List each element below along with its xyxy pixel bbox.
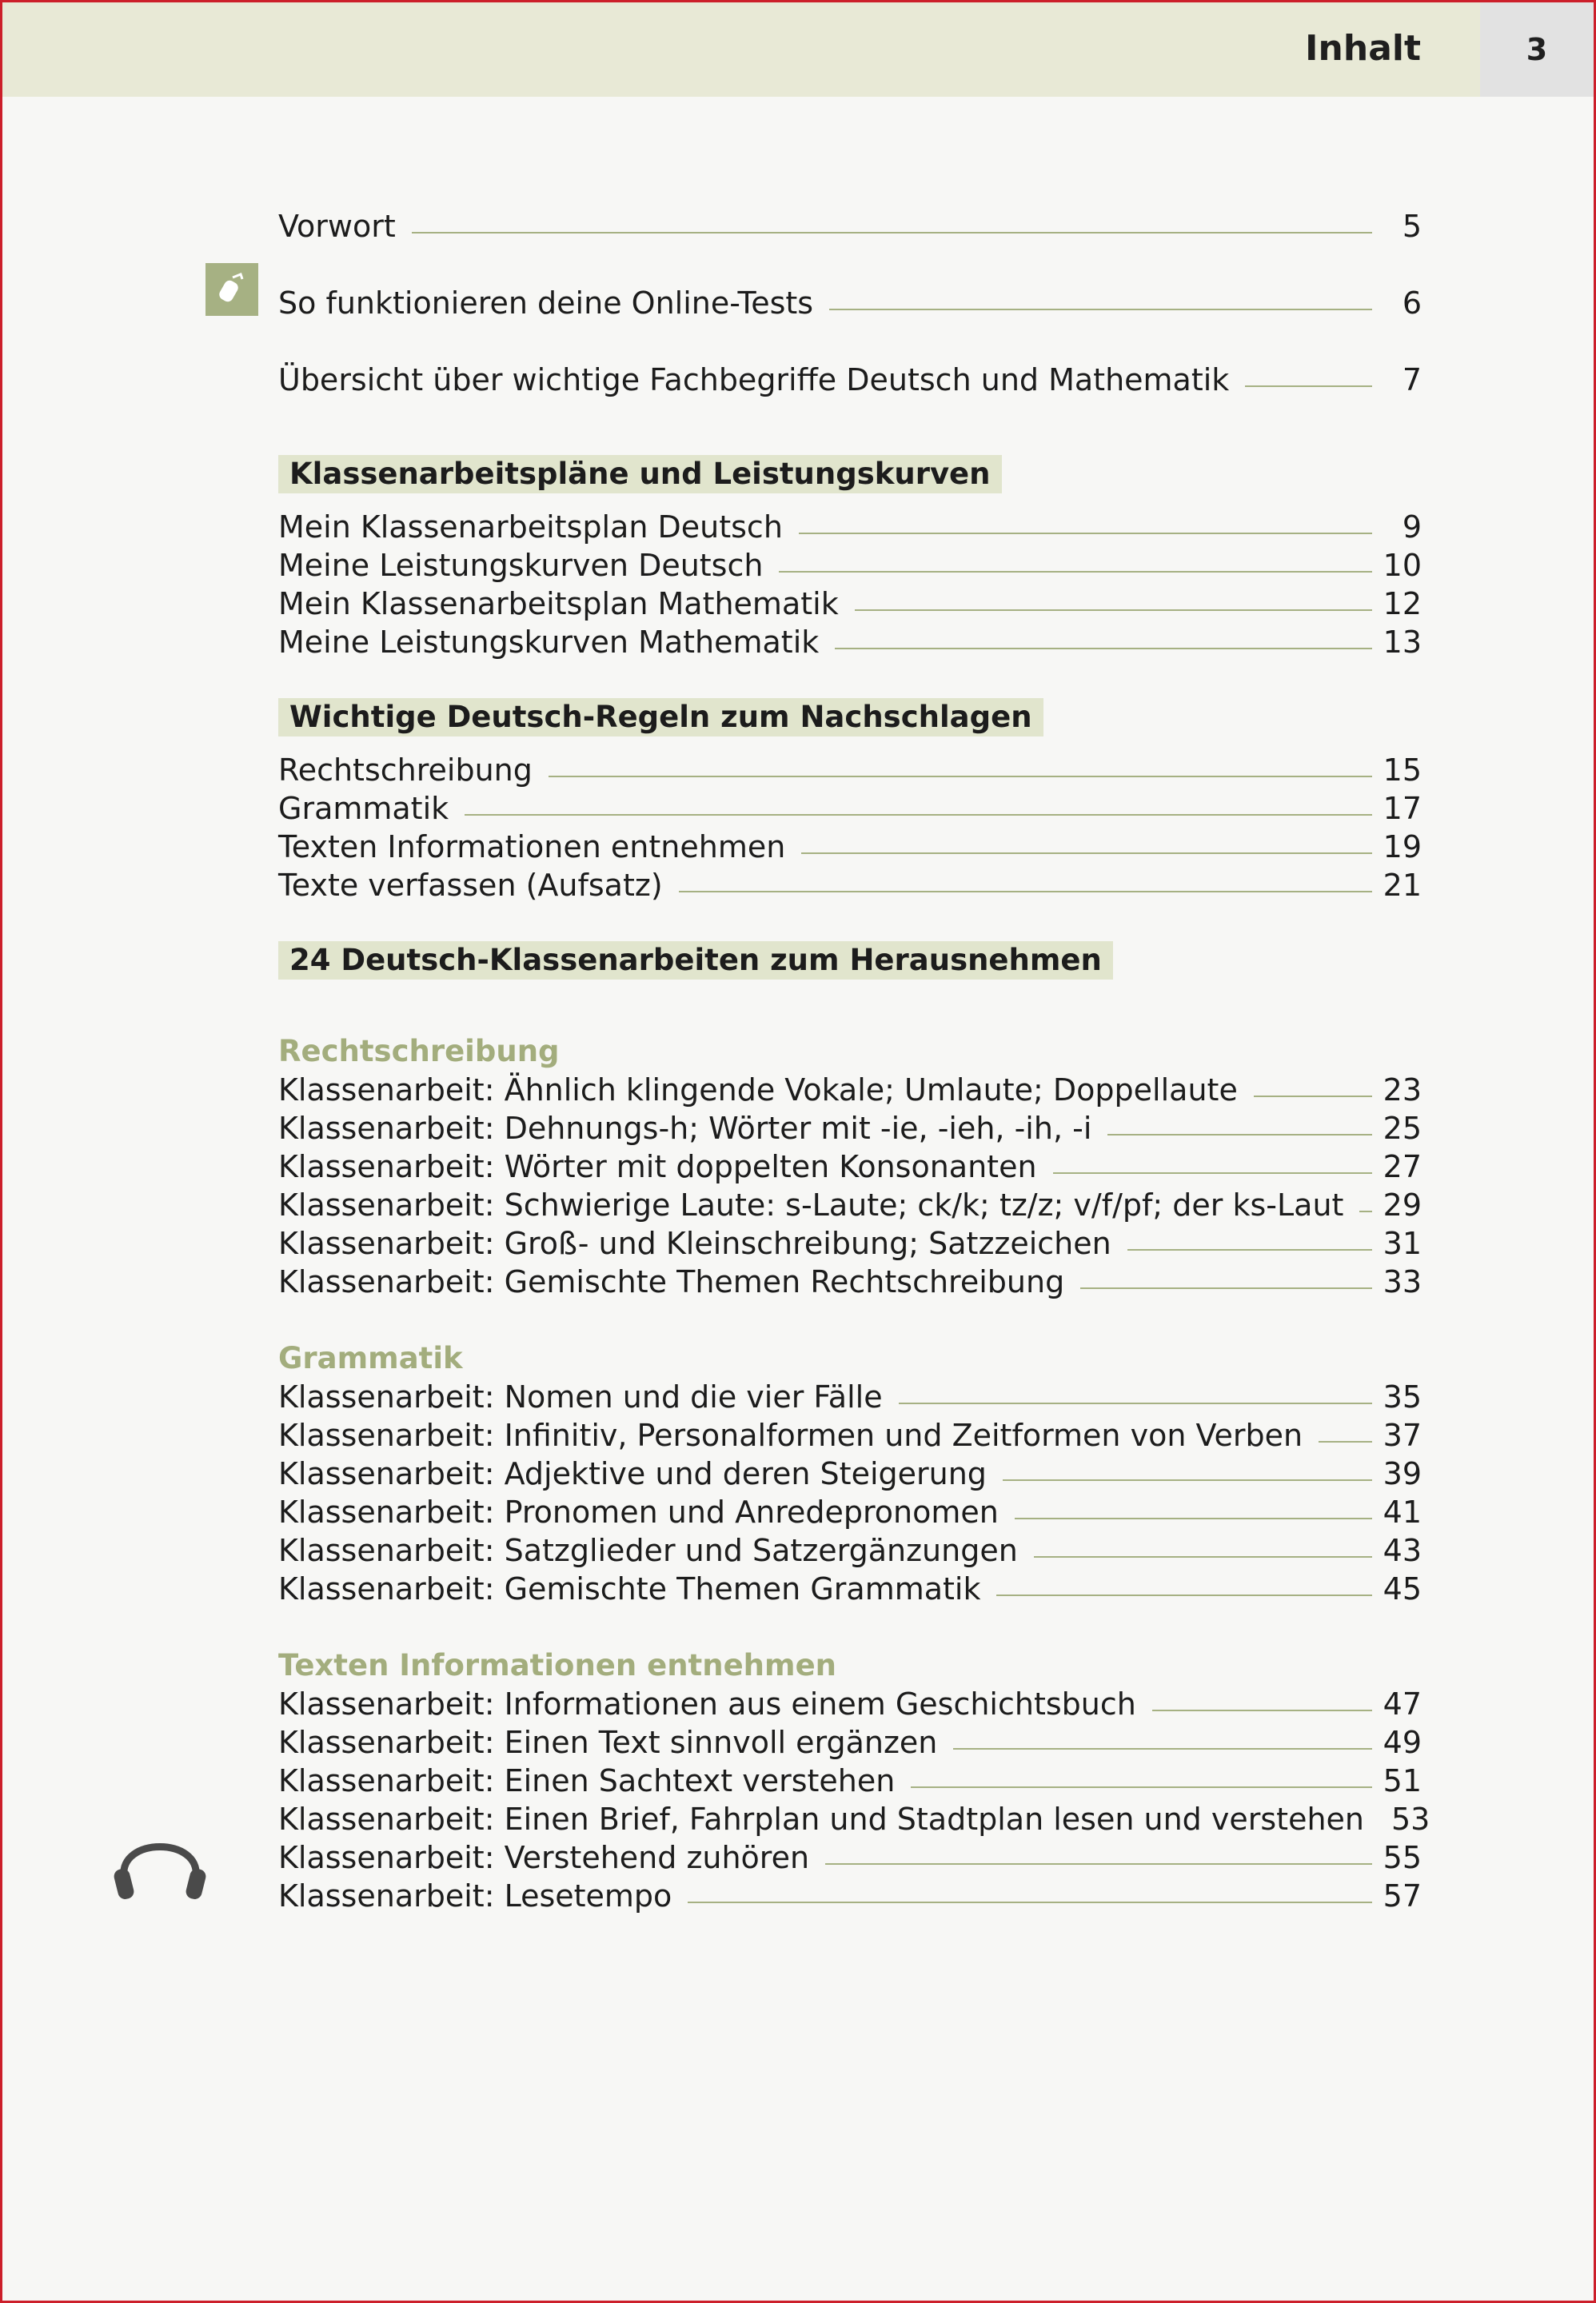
toc-entry[interactable] xyxy=(278,1263,1422,1301)
toc-entry[interactable] xyxy=(278,866,1422,904)
toc-entry[interactable] xyxy=(278,1148,1422,1186)
dot-leader xyxy=(855,609,1372,611)
toc-entry-page: 5 xyxy=(1402,209,1422,244)
toc-entry-label: Vorwort xyxy=(278,209,396,244)
toc-entry[interactable] xyxy=(278,1685,1422,1723)
toc-entry-page: 7 xyxy=(1402,362,1422,397)
toc-entry-page: 51 xyxy=(1383,1763,1422,1798)
dot-leader xyxy=(549,775,1372,777)
table-of-contents xyxy=(278,188,1430,1915)
toc-entry[interactable] xyxy=(278,585,1422,623)
dot-leader xyxy=(688,1901,1371,1903)
toc-entry[interactable] xyxy=(278,789,1422,828)
toc-entry-label: Texten Informationen entnehmen xyxy=(278,829,786,864)
toc-entry[interactable] xyxy=(278,1800,1430,1838)
pen-tablet-icon xyxy=(205,263,258,316)
toc-entry-page: 39 xyxy=(1383,1456,1422,1491)
header-bar xyxy=(2,2,1480,97)
toc-entry[interactable] xyxy=(278,1109,1422,1148)
toc-entry-page: 45 xyxy=(1383,1571,1422,1607)
dot-leader xyxy=(412,231,1372,233)
toc-entry-page: 6 xyxy=(1402,285,1422,321)
section-heading-rules: Wichtige Deutsch-Regeln zum Nachschlagen xyxy=(278,698,1043,736)
toc-entry-page: 31 xyxy=(1383,1226,1422,1261)
toc-entry-label: Klassenarbeit: Wörter mit doppelten Konsonanten xyxy=(278,1149,1037,1184)
dot-leader xyxy=(799,532,1372,534)
toc-entry-label: Mein Klassenarbeitsplan Deutsch xyxy=(278,509,783,545)
toc-entry[interactable] xyxy=(278,751,1422,789)
toc-entry-online-tests[interactable] xyxy=(278,265,1422,341)
subsection-heading-grammatik: Grammatik xyxy=(278,1341,463,1375)
toc-entry-label: Meine Leistungskurven Mathematik xyxy=(278,625,820,660)
toc-entry-page: 57 xyxy=(1383,1878,1422,1914)
dot-leader xyxy=(1319,1440,1372,1443)
toc-entry[interactable] xyxy=(278,828,1422,866)
dot-leader xyxy=(899,1402,1372,1404)
toc-entry-label: Klassenarbeit: Schwierige Laute: s-Laute; ck/k; tz/z; v/f/pf; der ks-Laut xyxy=(278,1187,1344,1223)
page-number: 3 xyxy=(1480,2,1594,97)
toc-entry-page: 47 xyxy=(1383,1686,1422,1722)
dot-leader xyxy=(1127,1248,1372,1251)
toc-entry-vorwort[interactable] xyxy=(278,188,1422,265)
toc-entry-page: 55 xyxy=(1383,1840,1422,1875)
dot-leader xyxy=(1003,1479,1372,1481)
dot-leader xyxy=(1245,385,1372,387)
toc-entry[interactable] xyxy=(278,1838,1422,1877)
toc-entry-page: 19 xyxy=(1383,829,1422,864)
headphones-icon xyxy=(111,1819,209,1907)
toc-entry-label: Klassenarbeit: Pronomen und Anredepronomen xyxy=(278,1495,999,1530)
toc-entry-page: 10 xyxy=(1383,548,1422,583)
dot-leader xyxy=(801,852,1371,854)
subsection-heading-texten: Texten Informationen entnehmen xyxy=(278,1648,837,1682)
toc-entry[interactable] xyxy=(278,1416,1422,1455)
toc-entry-label: Klassenarbeit: Infinitiv, Personalformen und Zeitformen von Verben xyxy=(278,1418,1303,1453)
toc-entry-label: Klassenarbeit: Einen Sachtext verstehen xyxy=(278,1763,896,1798)
toc-entry[interactable] xyxy=(278,508,1422,546)
dot-leader xyxy=(465,813,1372,816)
dot-leader xyxy=(679,890,1372,892)
toc-entry-page: 49 xyxy=(1383,1725,1422,1760)
toc-entry[interactable] xyxy=(278,1071,1422,1109)
toc-entry-label: Klassenarbeit: Einen Brief, Fahrplan und Stadtplan lesen und verstehen xyxy=(278,1802,1364,1837)
dot-leader xyxy=(1152,1709,1372,1711)
toc-entry-label: Klassenarbeit: Ähnlich klingende Vokale; Umlaute; Doppellaute xyxy=(278,1072,1238,1108)
toc-entry[interactable] xyxy=(278,1378,1422,1416)
toc-entry-fachbegriffe[interactable] xyxy=(278,341,1422,418)
dot-leader xyxy=(825,1862,1372,1865)
dot-leader xyxy=(996,1594,1371,1596)
toc-entry-page: 53 xyxy=(1391,1802,1430,1837)
toc-entry-page: 33 xyxy=(1383,1264,1422,1299)
toc-entry-page: 21 xyxy=(1383,868,1422,903)
toc-entry-page: 9 xyxy=(1402,509,1422,545)
toc-entry-page: 15 xyxy=(1383,752,1422,788)
page-title: Inhalt xyxy=(1305,28,1421,69)
toc-entry[interactable] xyxy=(278,1531,1422,1570)
toc-entry-page: 25 xyxy=(1383,1111,1422,1146)
toc-entry-label: Meine Leistungskurven Deutsch xyxy=(278,548,764,583)
dot-leader xyxy=(1034,1555,1372,1558)
dot-leader xyxy=(1080,1287,1371,1289)
dot-leader xyxy=(829,308,1372,310)
toc-entry[interactable] xyxy=(278,546,1422,585)
toc-entry[interactable] xyxy=(278,1493,1422,1531)
toc-entry[interactable] xyxy=(278,1762,1422,1800)
toc-entry-label: Klassenarbeit: Gemischte Themen Rechtschreibung xyxy=(278,1264,1065,1299)
toc-entry-label: Mein Klassenarbeitsplan Mathematik xyxy=(278,586,839,621)
toc-entry[interactable] xyxy=(278,1877,1422,1915)
toc-entry-page: 12 xyxy=(1383,586,1422,621)
toc-entry-label: Klassenarbeit: Dehnungs-h; Wörter mit -ie, -ieh, -ih, -i xyxy=(278,1111,1092,1146)
toc-entry-page: 35 xyxy=(1383,1379,1422,1415)
toc-entry-label: Klassenarbeit: Gemischte Themen Grammatik xyxy=(278,1571,981,1607)
toc-entry-page: 13 xyxy=(1383,625,1422,660)
section-heading-exams: 24 Deutsch-Klassenarbeiten zum Herausnehmen xyxy=(278,941,1113,980)
dot-leader xyxy=(835,647,1371,649)
toc-entry-page: 37 xyxy=(1383,1418,1422,1453)
toc-entry-label: So funktionieren deine Online-Tests xyxy=(278,285,814,321)
toc-entry-page: 43 xyxy=(1383,1533,1422,1568)
toc-entry-label: Klassenarbeit: Nomen und die vier Fälle xyxy=(278,1379,883,1415)
dot-leader xyxy=(953,1747,1371,1750)
dot-leader xyxy=(1254,1095,1372,1097)
dot-leader xyxy=(1053,1171,1372,1174)
dot-leader xyxy=(911,1786,1371,1788)
dot-leader xyxy=(1107,1133,1371,1136)
toc-entry[interactable] xyxy=(278,1570,1422,1608)
toc-entry-label: Klassenarbeit: Informationen aus einem Geschichtsbuch xyxy=(278,1686,1136,1722)
section-heading-plans: Klassenarbeitspläne und Leistungskurven xyxy=(278,455,1002,493)
toc-entry-page: 23 xyxy=(1383,1072,1422,1108)
toc-entry-label: Rechtschreibung xyxy=(278,752,533,788)
toc-entry-label: Klassenarbeit: Adjektive und deren Steigerung xyxy=(278,1456,987,1491)
subsection-heading-rechtschreibung: Rechtschreibung xyxy=(278,1034,560,1068)
toc-entry[interactable] xyxy=(278,1723,1422,1762)
toc-entry-label: Klassenarbeit: Satzglieder und Satzergänzungen xyxy=(278,1533,1018,1568)
toc-entry-page: 41 xyxy=(1383,1495,1422,1530)
dot-leader xyxy=(1015,1517,1372,1519)
toc-entry-label: Klassenarbeit: Verstehend zuhören xyxy=(278,1840,810,1875)
toc-entry[interactable] xyxy=(278,1186,1422,1224)
toc-entry-page: 17 xyxy=(1383,791,1422,826)
toc-entry-label: Klassenarbeit: Groß- und Kleinschreibung; Satzzeichen xyxy=(278,1226,1111,1261)
toc-entry[interactable] xyxy=(278,1455,1422,1493)
toc-entry-label: Klassenarbeit: Lesetempo xyxy=(278,1878,672,1914)
dot-leader xyxy=(779,570,1371,573)
toc-entry[interactable] xyxy=(278,1224,1422,1263)
toc-entry-label: Übersicht über wichtige Fachbegriffe Deutsch und Mathematik xyxy=(278,362,1230,397)
toc-entry[interactable] xyxy=(278,623,1422,661)
dot-leader xyxy=(1359,1210,1371,1212)
toc-entry-label: Grammatik xyxy=(278,791,449,826)
toc-entry-page: 27 xyxy=(1383,1149,1422,1184)
toc-entry-page: 29 xyxy=(1383,1187,1422,1223)
toc-entry-label: Texte verfassen (Aufsatz) xyxy=(278,868,663,903)
toc-entry-label: Klassenarbeit: Einen Text sinnvoll ergänzen xyxy=(278,1725,938,1760)
